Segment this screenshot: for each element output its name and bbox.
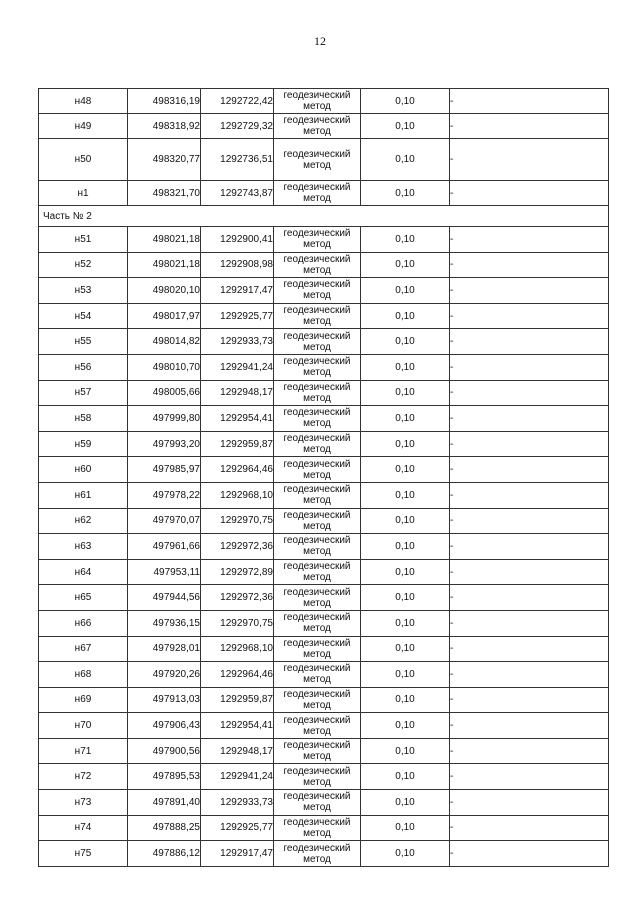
coord-y-cell: 1292933,73 — [201, 329, 274, 355]
coord-y-cell: 1292959,87 — [201, 687, 274, 713]
point-name-cell: н63 — [39, 534, 128, 560]
coord-y-cell: 1292968,10 — [201, 482, 274, 508]
accuracy-cell: 0,10 — [361, 114, 450, 139]
accuracy-cell: 0,10 — [361, 841, 450, 867]
table-row — [39, 713, 609, 739]
method-cell: геодезический метод — [274, 508, 361, 534]
point-name-cell: н56 — [39, 354, 128, 380]
method-cell: геодезический метод — [274, 329, 361, 355]
method-cell: геодезический метод — [274, 790, 361, 816]
coord-y-cell: 1292722,42 — [201, 89, 274, 114]
accuracy-cell: 0,10 — [361, 329, 450, 355]
description-cell: - — [450, 227, 609, 253]
point-name-cell: н48 — [39, 89, 128, 114]
method-cell: геодезический метод — [274, 662, 361, 688]
coord-y-cell: 1292917,47 — [201, 841, 274, 867]
accuracy-cell: 0,10 — [361, 181, 450, 206]
accuracy-cell: 0,10 — [361, 738, 450, 764]
method-cell: геодезический метод — [274, 89, 361, 114]
coord-x-cell: 498017,97 — [128, 303, 201, 329]
coord-x-cell: 497906,43 — [128, 713, 201, 739]
accuracy-cell: 0,10 — [361, 278, 450, 304]
method-cell: геодезический метод — [274, 252, 361, 278]
accuracy-cell: 0,10 — [361, 508, 450, 534]
accuracy-cell: 0,10 — [361, 559, 450, 585]
coord-y-cell: 1292954,41 — [201, 406, 274, 432]
description-cell: - — [450, 662, 609, 688]
description-cell: - — [450, 815, 609, 841]
point-name-cell: н70 — [39, 713, 128, 739]
coord-x-cell: 498320,77 — [128, 139, 201, 181]
description-cell: - — [450, 380, 609, 406]
accuracy-cell: 0,10 — [361, 406, 450, 432]
coord-y-cell: 1292908,98 — [201, 252, 274, 278]
point-name-cell: н64 — [39, 559, 128, 585]
point-name-cell: н1 — [39, 181, 128, 206]
table-row — [39, 303, 609, 329]
page-number: 12 — [314, 34, 326, 48]
coord-x-cell: 498021,18 — [128, 227, 201, 253]
description-cell: - — [450, 354, 609, 380]
coord-y-cell: 1292968,10 — [201, 636, 274, 662]
table-row — [39, 815, 609, 841]
description-cell: - — [450, 610, 609, 636]
point-name-cell: н74 — [39, 815, 128, 841]
point-name-cell: н71 — [39, 738, 128, 764]
point-name-cell: н61 — [39, 482, 128, 508]
table-row — [39, 89, 609, 114]
table-row — [39, 227, 609, 253]
table-row — [39, 329, 609, 355]
description-cell: - — [450, 278, 609, 304]
accuracy-cell: 0,10 — [361, 89, 450, 114]
point-name-cell: н51 — [39, 227, 128, 253]
table-row — [39, 278, 609, 304]
accuracy-cell: 0,10 — [361, 687, 450, 713]
coord-y-cell: 1292925,77 — [201, 303, 274, 329]
table-row — [39, 406, 609, 432]
table-row — [39, 610, 609, 636]
method-cell: геодезический метод — [274, 559, 361, 585]
coord-x-cell: 498014,82 — [128, 329, 201, 355]
table-row — [39, 687, 609, 713]
method-cell: геодезический метод — [274, 303, 361, 329]
point-name-cell: н54 — [39, 303, 128, 329]
accuracy-cell: 0,10 — [361, 636, 450, 662]
coord-x-cell: 497944,56 — [128, 585, 201, 611]
point-name-cell: н68 — [39, 662, 128, 688]
coord-x-cell: 497936,15 — [128, 610, 201, 636]
coord-x-cell: 497913,03 — [128, 687, 201, 713]
coord-x-cell: 497978,22 — [128, 482, 201, 508]
point-name-cell: н53 — [39, 278, 128, 304]
point-name-cell: н67 — [39, 636, 128, 662]
coord-y-cell: 1292959,87 — [201, 431, 274, 457]
description-cell: - — [450, 431, 609, 457]
coord-y-cell: 1292917,47 — [201, 278, 274, 304]
method-cell: геодезический метод — [274, 585, 361, 611]
accuracy-cell: 0,10 — [361, 431, 450, 457]
description-cell: - — [450, 406, 609, 432]
description-cell: - — [450, 89, 609, 114]
description-cell: - — [450, 790, 609, 816]
accuracy-cell: 0,10 — [361, 457, 450, 483]
coord-x-cell: 497886,12 — [128, 841, 201, 867]
point-name-cell: н72 — [39, 764, 128, 790]
table-row — [39, 380, 609, 406]
accuracy-cell: 0,10 — [361, 815, 450, 841]
coord-y-cell: 1292970,75 — [201, 508, 274, 534]
table-row — [39, 482, 609, 508]
point-name-cell: н59 — [39, 431, 128, 457]
coord-y-cell: 1292941,24 — [201, 354, 274, 380]
coord-x-cell: 497985,97 — [128, 457, 201, 483]
description-cell: - — [450, 139, 609, 181]
description-cell: - — [450, 303, 609, 329]
coord-y-cell: 1292970,75 — [201, 610, 274, 636]
table-row — [39, 139, 609, 181]
accuracy-cell: 0,10 — [361, 252, 450, 278]
table-section-part-2 — [39, 227, 609, 867]
method-cell: геодезический метод — [274, 534, 361, 560]
accuracy-cell: 0,10 — [361, 534, 450, 560]
accuracy-cell: 0,10 — [361, 713, 450, 739]
table-row — [39, 431, 609, 457]
table-row — [39, 585, 609, 611]
point-name-cell: н75 — [39, 841, 128, 867]
accuracy-cell: 0,10 — [361, 354, 450, 380]
description-cell: - — [450, 457, 609, 483]
coord-y-cell: 1292925,77 — [201, 815, 274, 841]
coord-x-cell: 497895,53 — [128, 764, 201, 790]
description-cell: - — [450, 841, 609, 867]
table-row — [39, 181, 609, 206]
description-cell: - — [450, 713, 609, 739]
coord-x-cell: 497928,01 — [128, 636, 201, 662]
accuracy-cell: 0,10 — [361, 303, 450, 329]
point-name-cell: н52 — [39, 252, 128, 278]
description-cell: - — [450, 738, 609, 764]
accuracy-cell: 0,10 — [361, 764, 450, 790]
accuracy-cell: 0,10 — [361, 482, 450, 508]
table-row — [39, 738, 609, 764]
method-cell: геодезический метод — [274, 227, 361, 253]
coord-x-cell: 498318,92 — [128, 114, 201, 139]
method-cell: геодезический метод — [274, 354, 361, 380]
point-name-cell: н60 — [39, 457, 128, 483]
coord-x-cell: 497993,20 — [128, 431, 201, 457]
coord-x-cell: 497888,25 — [128, 815, 201, 841]
point-name-cell: н66 — [39, 610, 128, 636]
method-cell: геодезический метод — [274, 181, 361, 206]
coord-x-cell: 498010,70 — [128, 354, 201, 380]
method-cell: геодезический метод — [274, 380, 361, 406]
coord-y-cell: 1292948,17 — [201, 380, 274, 406]
description-cell: - — [450, 482, 609, 508]
method-cell: геодезический метод — [274, 482, 361, 508]
method-cell: геодезический метод — [274, 815, 361, 841]
coord-y-cell: 1292743,87 — [201, 181, 274, 206]
method-cell: геодезический метод — [274, 841, 361, 867]
coord-x-cell: 498321,70 — [128, 181, 201, 206]
point-name-cell: н50 — [39, 139, 128, 181]
part-header-row — [39, 206, 609, 227]
description-cell: - — [450, 508, 609, 534]
coord-y-cell: 1292954,41 — [201, 713, 274, 739]
coord-y-cell: 1292729,32 — [201, 114, 274, 139]
coord-y-cell: 1292900,41 — [201, 227, 274, 253]
table-section-part-header — [39, 206, 609, 227]
point-name-cell: н62 — [39, 508, 128, 534]
table-row — [39, 559, 609, 585]
description-cell: - — [450, 559, 609, 585]
method-cell: геодезический метод — [274, 457, 361, 483]
table-row — [39, 636, 609, 662]
point-name-cell: н69 — [39, 687, 128, 713]
coord-x-cell: 497891,40 — [128, 790, 201, 816]
description-cell: - — [450, 687, 609, 713]
coord-y-cell: 1292972,36 — [201, 534, 274, 560]
part-label: Часть № 2 — [39, 206, 609, 227]
table-row — [39, 534, 609, 560]
coord-y-cell: 1292972,36 — [201, 585, 274, 611]
point-name-cell: н58 — [39, 406, 128, 432]
table-row — [39, 790, 609, 816]
accuracy-cell: 0,10 — [361, 662, 450, 688]
coord-x-cell: 497920,26 — [128, 662, 201, 688]
method-cell: геодезический метод — [274, 114, 361, 139]
accuracy-cell: 0,10 — [361, 227, 450, 253]
method-cell: геодезический метод — [274, 610, 361, 636]
coord-x-cell: 498005,66 — [128, 380, 201, 406]
coord-x-cell: 497970,07 — [128, 508, 201, 534]
accuracy-cell: 0,10 — [361, 380, 450, 406]
table-row — [39, 662, 609, 688]
method-cell: геодезический метод — [274, 406, 361, 432]
coord-y-cell: 1292964,46 — [201, 457, 274, 483]
table-row — [39, 252, 609, 278]
accuracy-cell: 0,10 — [361, 610, 450, 636]
method-cell: геодезический метод — [274, 738, 361, 764]
description-cell: - — [450, 329, 609, 355]
description-cell: - — [450, 534, 609, 560]
coord-x-cell: 497953,11 — [128, 559, 201, 585]
point-name-cell: н65 — [39, 585, 128, 611]
coord-x-cell: 498020,10 — [128, 278, 201, 304]
accuracy-cell: 0,10 — [361, 790, 450, 816]
table-row — [39, 354, 609, 380]
method-cell: геодезический метод — [274, 687, 361, 713]
description-cell: - — [450, 252, 609, 278]
table-row — [39, 508, 609, 534]
point-name-cell: н73 — [39, 790, 128, 816]
method-cell: геодезический метод — [274, 713, 361, 739]
coord-y-cell: 1292948,17 — [201, 738, 274, 764]
coord-x-cell: 497900,56 — [128, 738, 201, 764]
description-cell: - — [450, 114, 609, 139]
accuracy-cell: 0,10 — [361, 139, 450, 181]
coord-y-cell: 1292964,46 — [201, 662, 274, 688]
method-cell: геодезический метод — [274, 764, 361, 790]
coord-x-cell: 497961,66 — [128, 534, 201, 560]
description-cell: - — [450, 585, 609, 611]
coord-y-cell: 1292736,51 — [201, 139, 274, 181]
coord-x-cell: 498021,18 — [128, 252, 201, 278]
table-section-top — [39, 89, 609, 206]
method-cell: геодезический метод — [274, 636, 361, 662]
coord-y-cell: 1292933,73 — [201, 790, 274, 816]
coord-y-cell: 1292972,89 — [201, 559, 274, 585]
method-cell: геодезический метод — [274, 278, 361, 304]
table-row — [39, 114, 609, 139]
method-cell: геодезический метод — [274, 431, 361, 457]
point-name-cell: н57 — [39, 380, 128, 406]
accuracy-cell: 0,10 — [361, 585, 450, 611]
table-row — [39, 764, 609, 790]
description-cell: - — [450, 181, 609, 206]
point-name-cell: н49 — [39, 114, 128, 139]
coord-y-cell: 1292941,24 — [201, 764, 274, 790]
coord-x-cell: 498316,19 — [128, 89, 201, 114]
point-name-cell: н55 — [39, 329, 128, 355]
method-cell: геодезический метод — [274, 139, 361, 181]
coord-x-cell: 497999,80 — [128, 406, 201, 432]
table-row — [39, 457, 609, 483]
table-row — [39, 841, 609, 867]
coordinates-table — [38, 88, 609, 867]
description-cell: - — [450, 764, 609, 790]
description-cell: - — [450, 636, 609, 662]
